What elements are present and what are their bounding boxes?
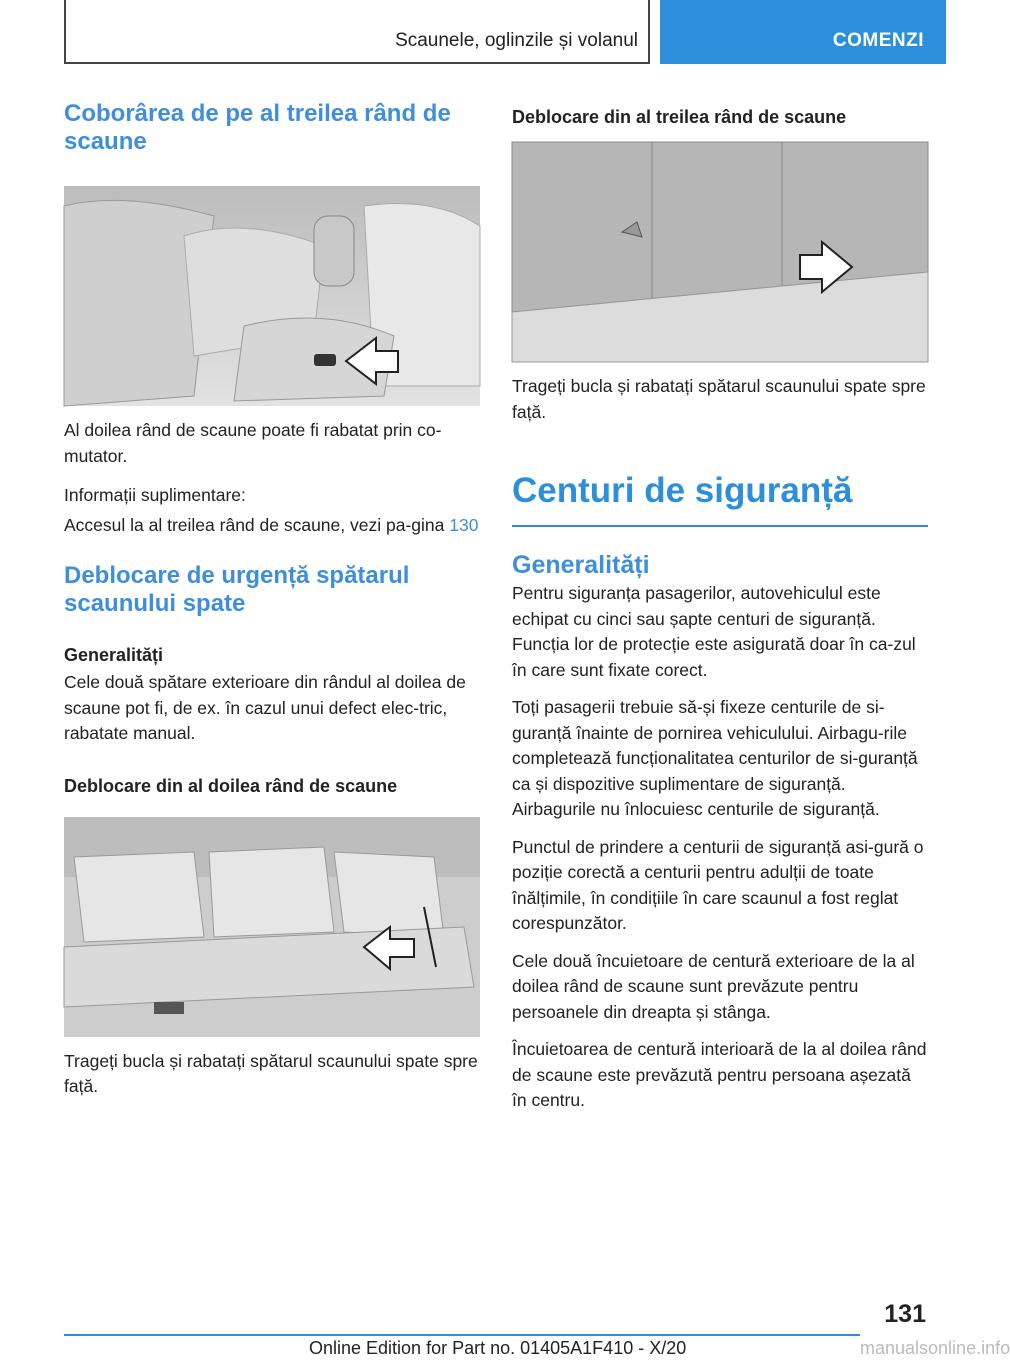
paragraph-fasten-before-driving: Toți pasagerii trebuie să-și fixeze centurile de si-guranță înainte de pornirea vehiculului. Airbagu-rile completează funcționalitatea centurilor de si-guranță ca și dispozitive suplimentare de siguranță. Airbagurile nu înlocuiesc centurile de siguranță. (512, 697, 918, 819)
footer-rule (64, 1334, 860, 1336)
watermark-text: manualsonline.info (860, 1338, 1010, 1358)
subheading-third-row-release: Deblocare din al treilea rând de scaune (512, 107, 847, 127)
paragraph-pull-loop-third: Trageți bucla și rabatați spătarul scaunului spate spre față. (512, 376, 926, 422)
header-section-box (64, 0, 650, 64)
figure-second-row-switch (64, 186, 480, 406)
subheading-general: Generalități (64, 645, 164, 665)
paragraph-additional-info: Informații suplimentare: (64, 485, 246, 505)
second-row-seat-illustration (64, 817, 480, 1037)
section-heading-third-row: Coborârea de pe al treilea rând de scaune (64, 100, 451, 155)
subheading-second-row-release: Deblocare din al doilea rând de scaune (64, 775, 398, 796)
paragraph-belt-count: Pentru siguranța pasagerilor, autovehiculul este echipat cu cinci sau șapte centuri de siguranță. Funcția lor de protecție este asigurată doar în ca-zul în care sunt fixate corect. (512, 583, 916, 680)
section-heading-general: Generalități (512, 551, 650, 579)
access-ref-text: Accesul la al treilea rând de scaune, vezi pa-gina (64, 514, 450, 535)
section-heading-emergency-release: Deblocare de urgență spătarul scaunului spate (64, 562, 410, 617)
figure-third-row-loop (512, 142, 928, 362)
paragraph-outer-buckles: Cele două încuietoare de centură exterioare de la al doilea rând de scaune sunt prevăzute pentru persoanele din dreapta și stânga. (512, 950, 915, 1022)
third-row-seat-illustration (512, 142, 928, 362)
paragraph-manual-fold: Cele două spătare exterioare din rândul al doilea de scaune pot fi, de ex. în cazul unui defect elec-tric, rabatate manual. (64, 672, 466, 743)
header-section-title: Scaunele, oglinzile și volanul (395, 30, 638, 51)
paragraph-anchor-point: Punctul de prindere a centurii de siguranță asi-gură o poziție corectă a centurii pentru adulții de toate înălțimile, în condițiile în care scaunul a fost reglat corespunzător. (512, 836, 924, 933)
header-chapter-label: COMENZI (832, 30, 924, 51)
header-chapter-tab[interactable] (660, 0, 946, 64)
left-column (64, 100, 480, 1100)
paragraph-pull-loop-second: Trageți bucla și rabatați spătarul scaunului spate spre față. (64, 1050, 478, 1096)
figure-second-row-loop (64, 817, 480, 1037)
page-link-130[interactable]: 130 (449, 514, 479, 535)
chapter-title-seat-belts: Centuri de siguranță (512, 471, 928, 527)
paragraph-inner-buckle: Încuietoarea de centură interioară de la al doilea rând de scaune este prevăzută pentru persoana așezată în centru. (512, 1039, 927, 1110)
seat-switch-illustration (64, 186, 480, 406)
paragraph-access-ref (64, 513, 480, 539)
edition-text: Online Edition for Part no. 01405A1F410 - X/20 (309, 1338, 687, 1358)
page-number: 131 (884, 1300, 926, 1328)
right-column (512, 100, 928, 1114)
paragraph-switch-info: Al doilea rând de scaune poate fi rabatat prin co-mutator. (64, 420, 442, 466)
